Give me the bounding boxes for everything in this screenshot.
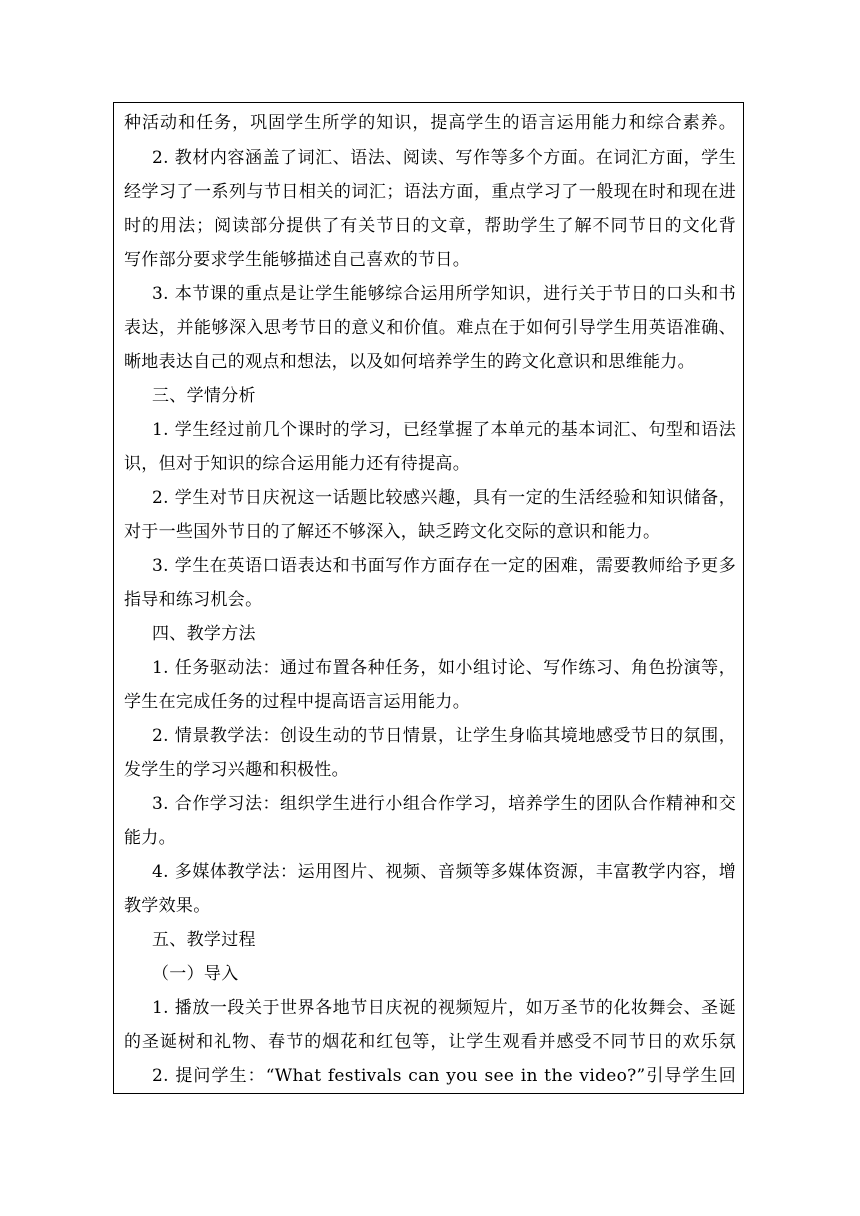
paragraph-line: 教学效果。 [124, 896, 211, 916]
paragraph-line: 晰地表达自己的观点和想法，以及如何培养学生的跨文化意识和思维能力。 [124, 352, 695, 372]
paragraph-line: 经学习了一系列与节日相关的词汇；语法方面，重点学习了一般现在时和现在进 [124, 182, 736, 202]
section-heading: 三、学情分析 [152, 386, 256, 406]
paragraph-line: 3. 本节课的重点是让学生能够综合运用所学知识，进行关于节日的口头和书 [152, 284, 736, 304]
subsection-heading: （一）导入 [152, 964, 239, 984]
paragraph-line: 2. 学生对节日庆祝这一话题比较感兴趣，具有一定的生活经验和知识储备， [152, 488, 736, 508]
paragraph-line: 时的用法；阅读部分提供了有关节日的文章，帮助学生了解不同节日的文化背 [124, 216, 736, 236]
paragraph-line: 对于一些国外节日的了解还不够深入，缺乏跨文化交际的意识和能力。 [124, 522, 661, 542]
paragraph-line: 1. 学生经过前几个课时的学习，已经掌握了本单元的基本词汇、句型和语法 [152, 420, 736, 440]
paragraph-line: 2. 提问学生：“What festivals can you see in the video?”引导学生回 [152, 1066, 736, 1086]
paragraph-line: 指导和练习机会。 [124, 590, 263, 610]
paragraph-line: 发学生的学习兴趣和积极性。 [124, 760, 349, 780]
paragraph-line: 种活动和任务，巩固学生所学的知识，提高学生的语言运用能力和综合素养。 [124, 113, 736, 133]
paragraph-line: 识，但对于知识的综合运用能力还有待提高。 [124, 454, 470, 474]
section-heading: 四、教学方法 [152, 624, 256, 644]
paragraph-line: 的圣诞树和礼物、春节的烟花和红包等，让学生观看并感受不同节日的欢乐氛 [124, 1032, 736, 1052]
paragraph-line: 学生在完成任务的过程中提高语言运用能力。 [124, 692, 470, 712]
paragraph-line: 4. 多媒体教学法：运用图片、视频、音频等多媒体资源，丰富教学内容，增 [152, 862, 736, 882]
paragraph-line: 写作部分要求学生能够描述自己喜欢的节日。 [124, 250, 470, 270]
paragraph-line: 3. 合作学习法：组织学生进行小组合作学习，培养学生的团队合作精神和交 [152, 794, 736, 814]
section-heading: 五、教学过程 [152, 930, 256, 950]
paragraph-line: 能力。 [124, 828, 176, 848]
paragraph-line: 1. 播放一段关于世界各地节日庆祝的视频短片，如万圣节的化妆舞会、圣诞 [152, 998, 736, 1018]
paragraph-line: 2. 教材内容涵盖了词汇、语法、阅读、写作等多个方面。在词汇方面，学生 [152, 148, 736, 168]
paragraph-line: 表达，并能够深入思考节日的意义和价值。难点在于如何引导学生用英语准确、 [124, 318, 736, 338]
paragraph-line: 3. 学生在英语口语表达和书面写作方面存在一定的困难，需要教师给予更多 [152, 556, 736, 576]
paragraph-line: 2. 情景教学法：创设生动的节日情景，让学生身临其境地感受节日的氛围， [152, 726, 736, 746]
paragraph-line: 1. 任务驱动法：通过布置各种任务，如小组讨论、写作练习、角色扮演等， [152, 658, 736, 678]
